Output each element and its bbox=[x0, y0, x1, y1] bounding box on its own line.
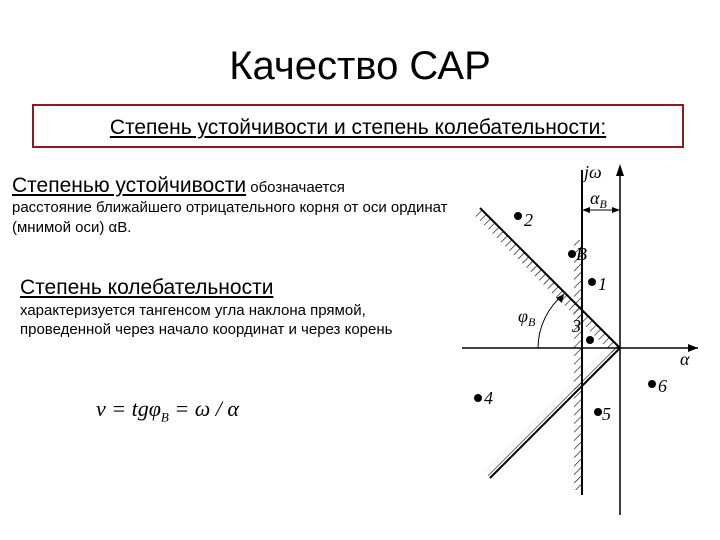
root-plane-diagram bbox=[440, 150, 710, 520]
boxed-heading bbox=[32, 104, 684, 148]
phi-b-sub: B bbox=[527, 315, 536, 329]
formula-lhs: ν = tgφ bbox=[96, 396, 161, 421]
root-3 bbox=[586, 336, 594, 344]
stability-hatch bbox=[574, 240, 581, 490]
oscillation-lead: Степень колебательности bbox=[20, 276, 274, 299]
root-6 bbox=[648, 380, 656, 388]
root-2-label: 2 bbox=[524, 210, 533, 230]
root-5-label: 5 bbox=[602, 404, 611, 424]
j-omega-label: jω bbox=[584, 162, 602, 182]
real-axis-arrow bbox=[688, 344, 698, 352]
oscillation-text: характеризуется тангенсом угла наклона прямой, проведенной через начало координат и через корень bbox=[20, 302, 393, 338]
stability-paragraph bbox=[12, 176, 452, 238]
alpha-b-label bbox=[590, 188, 607, 211]
slide-title: Качество САР bbox=[229, 44, 491, 88]
phi-b-main: φ bbox=[518, 306, 528, 326]
root-6-label: 6 bbox=[658, 376, 667, 396]
root-3-label: 3 bbox=[572, 316, 581, 336]
alpha-b-sub: B bbox=[599, 197, 607, 211]
imag-axis-arrow bbox=[616, 164, 624, 176]
root-4 bbox=[474, 394, 482, 402]
root-1 bbox=[588, 278, 596, 286]
stability-text: расстояние ближайшего отрицательного корня от оси ординат (мнимой оси) αВ. bbox=[12, 199, 448, 236]
root-1-label: 1 bbox=[598, 274, 607, 294]
phi-b-label bbox=[518, 306, 536, 329]
phi-arc bbox=[538, 294, 564, 348]
formula-sub: B bbox=[160, 409, 169, 425]
boxed-heading-text: Степень устойчивости и степень колебательности: bbox=[109, 116, 607, 139]
root-5 bbox=[594, 408, 602, 416]
root-2 bbox=[514, 212, 522, 220]
stability-lead: Степенью устойчивости bbox=[12, 174, 247, 197]
root-4-label: 4 bbox=[484, 388, 493, 408]
stability-lead-tail: обозначается bbox=[246, 179, 345, 196]
oscillation-formula bbox=[96, 396, 239, 425]
formula-rhs: = ω / α bbox=[168, 396, 239, 421]
alpha-axis-label: α bbox=[680, 349, 690, 369]
root-b bbox=[568, 250, 576, 258]
oscillation-paragraph bbox=[20, 278, 440, 339]
alpha-b-main: α bbox=[590, 188, 600, 208]
root-b-label: B bbox=[576, 244, 587, 264]
